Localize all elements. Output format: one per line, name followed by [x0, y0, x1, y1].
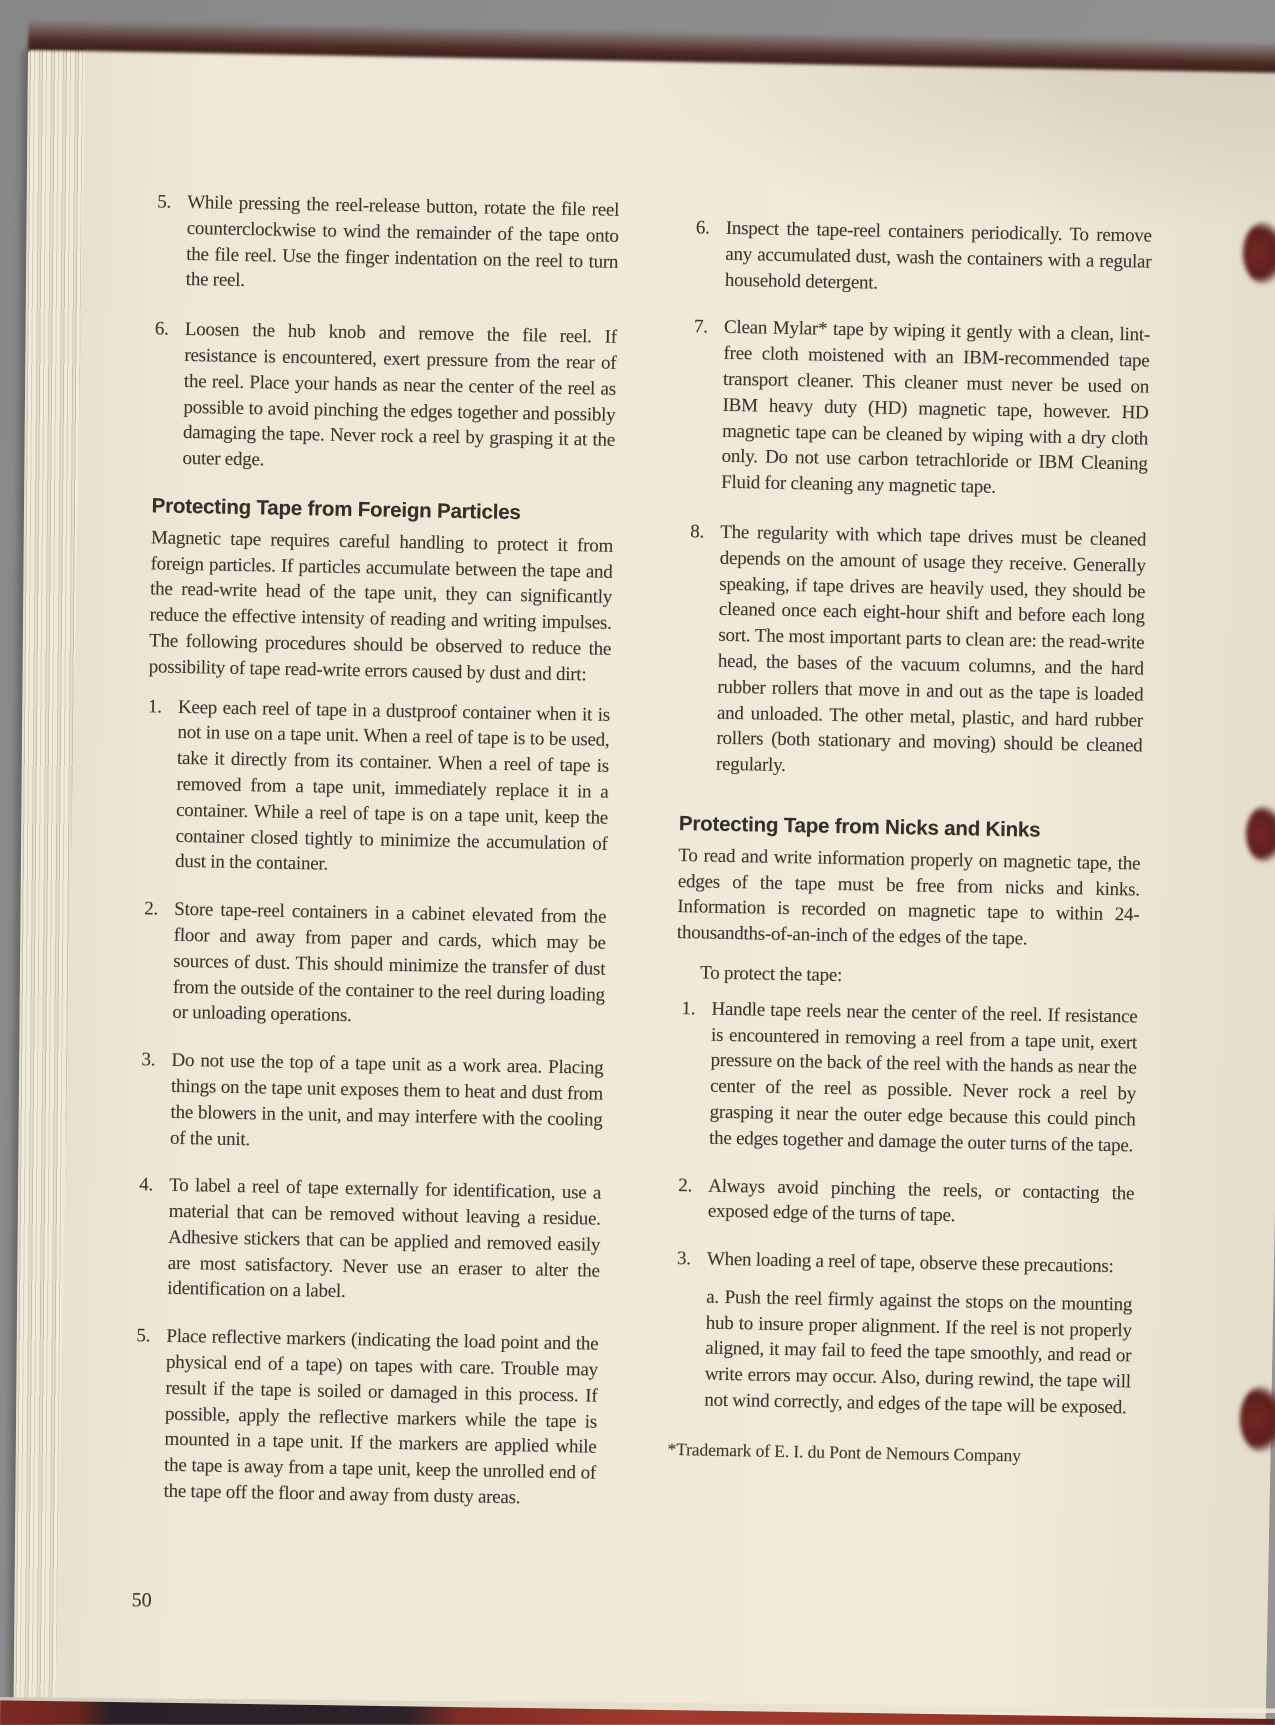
list-item: [133, 1323, 598, 1512]
item-text: Always avoid pinching the reels, or contacting the exposed edge of the turns of tape.: [707, 1175, 1135, 1227]
sub-item-number: a.: [706, 1286, 720, 1308]
list-item: [156, 189, 620, 301]
item-number: 6.: [154, 318, 169, 340]
item-number: 7.: [693, 316, 708, 338]
list-item: [140, 1047, 604, 1159]
top-scan-shadow-band: [28, 19, 1275, 75]
list-item: [671, 1246, 1133, 1280]
right-column: [667, 215, 1152, 1471]
section-intro-paragraph: Magnetic tape requires careful handling to protect it from foreign particles. If particles accumulate between the tape and the read-write head of the tape unit, they can significantly reduce the effective intensity of reading and writing impulses. The following procedures should be observed to reduce the possibility of tape read-write errors caused by dust and dirt:: [148, 527, 614, 686]
item-text: Clean Mylar* tape by wiping it gently with a clean, lint-free cloth moistened with an IBM-recommended tape transport cleaner. This cleaner must never be used on IBM heavy duty (HD) magnetic tape, however. HD magnetic tape can be cleaned by wiping with a dry cloth only. Do not use carbon tetrachloride or IBM Cleaning Fluid for cleaning any magnetic tape.: [720, 317, 1151, 498]
item-number: 3.: [676, 1248, 691, 1270]
item-number: 2.: [678, 1174, 693, 1196]
list-item: [680, 519, 1147, 785]
item-text: To label a reel of tape externally for identification, use a material that can be removed without leaving a residue. Adhesive stickers that can be applied and removed easily are most satisfactory. Never use an eraser to alter the identification on a label.: [167, 1175, 602, 1303]
item-text: Do not use the top of a tape unit as a work area. Placing things on the tape unit exposes them to heat and dust from the blowers in the unit, and may interfere with the cooling of the unit.: [169, 1049, 604, 1150]
list-item: [673, 996, 1138, 1159]
sub-list-item: [668, 1284, 1132, 1421]
item-number: 3.: [141, 1049, 156, 1071]
item-text: When loading a reel of tape, observe these precautions:: [706, 1248, 1114, 1278]
item-number: 6.: [695, 217, 710, 239]
item-text: While pressing the reel-release button, rotate the file reel counterclockwise to wind the remainder of the tape onto the file reel. Use the finger indentation on the reel to turn the reel.: [185, 191, 620, 292]
item-text: Store tape-reel containers in a cabinet elevated from the floor and away from paper and cards, which may be sources of dust. This should minimize the transfer of dust from the outside of the container to the reel during loading or unloading operations.: [172, 898, 607, 1027]
list-item: [152, 316, 617, 479]
list-item: [137, 1172, 601, 1309]
item-number: 4.: [138, 1174, 154, 1196]
bottom-scan-band: [0, 1691, 1275, 1725]
list-item: [672, 1172, 1135, 1232]
item-text: Keep each reel of tape in a dustproof container when it is not in use on a tape unit. When a reel of tape is to be used, take it directly from its container. When a reel of tape is removed from a tape unit, immediately replace it in a container. While a reel of tape is on a tape unit, keep the container closed tightly to minimize the accumulation of dust in the container.: [174, 696, 611, 875]
section-heading: Protecting Tape from Foreign Particles: [151, 494, 521, 525]
page-number: 50: [131, 1589, 152, 1612]
item-text: Loosen the hub knob and remove the file reel. If resistance is encountered, exert pressure from the rear of the reel. Place your hands as near the center of the reel as possible to avoid pinching the edges together and possibly damaging the tape. Never rock a reel by grasping it at the outer edge.: [182, 319, 617, 471]
item-number: 8.: [690, 521, 705, 543]
list-item: [145, 694, 610, 883]
item-number: 5.: [136, 1325, 151, 1347]
section-heading: Protecting Tape from Nicks and Kinks: [678, 811, 1041, 842]
sub-item-text: Push the reel firmly against the stops on the mounting hub to insure proper alignment. If the reel is not properly aligned, it may fail to feed the tape smoothly, and read or write errors may occur. Also, during rewind, the tape will not wind correctly, and edges of the tape will be exposed.: [704, 1286, 1133, 1419]
section-intro-paragraph: To read and write information properly on magnetic tape, the edges of the tape must be free from nicks and kinks. Information is recorded on magnetic tape to within 24-thousandths-of-an-inch of the edges of the tape.: [676, 844, 1141, 950]
left-column: [133, 189, 619, 1512]
list-item: [142, 896, 606, 1033]
item-number: 1.: [681, 997, 696, 1020]
item-number: 1.: [147, 695, 162, 718]
list-item: [685, 314, 1150, 503]
item-number: 5.: [157, 191, 172, 213]
trademark-footnote: *Trademark of E. I. du Pont de Nemours Company: [667, 1438, 1022, 1466]
item-number: 2.: [144, 898, 159, 920]
item-text: Inspect the tape-reel containers periodically. To remove any accumulated dust, wash the containers with a regular household detergent.: [724, 217, 1152, 294]
list-item: [689, 215, 1152, 301]
item-text: Place reflective markers (indicating the load point and the physical end of a tape) on tapes with care. Trouble may result if the tape is soiled or damaged in this process. If possible, apply the reflective markers while the tape is mounted in a tape unit. If the markers are applied while the tape is away from a tape unit, keep the unrolled end of the tape off the floor and away from dusty areas.: [163, 1325, 599, 1509]
item-text: Handle tape reels near the center of the reel. If resistance is encountered in removing a reel from a tape unit, exert pressure on the back of the reel with the hands as near the center of the reel as possible. Never rock a reel by grasping it near the outer edge because this could pinch the edges together and damage the outer turns of the tape.: [708, 998, 1138, 1157]
lead-in-line: To protect the tape:: [699, 962, 843, 986]
item-text: The regularity with which tape drives must be cleaned depends on the amount of usage they receive. Generally speaking, if tape drives are heavily used, they should be cleaned once each eight-hour shift and before each long sort. The most important parts to clean are: the read-write head, the bases of the vacuum columns, and the hard rubber rollers that move in and out as the tape is loaded and unloaded. The other metal, plastic, and hard rubber rollers (both stationary and moving) should be cleaned regularly.: [715, 521, 1147, 777]
book-page: [55, 48, 1275, 1725]
